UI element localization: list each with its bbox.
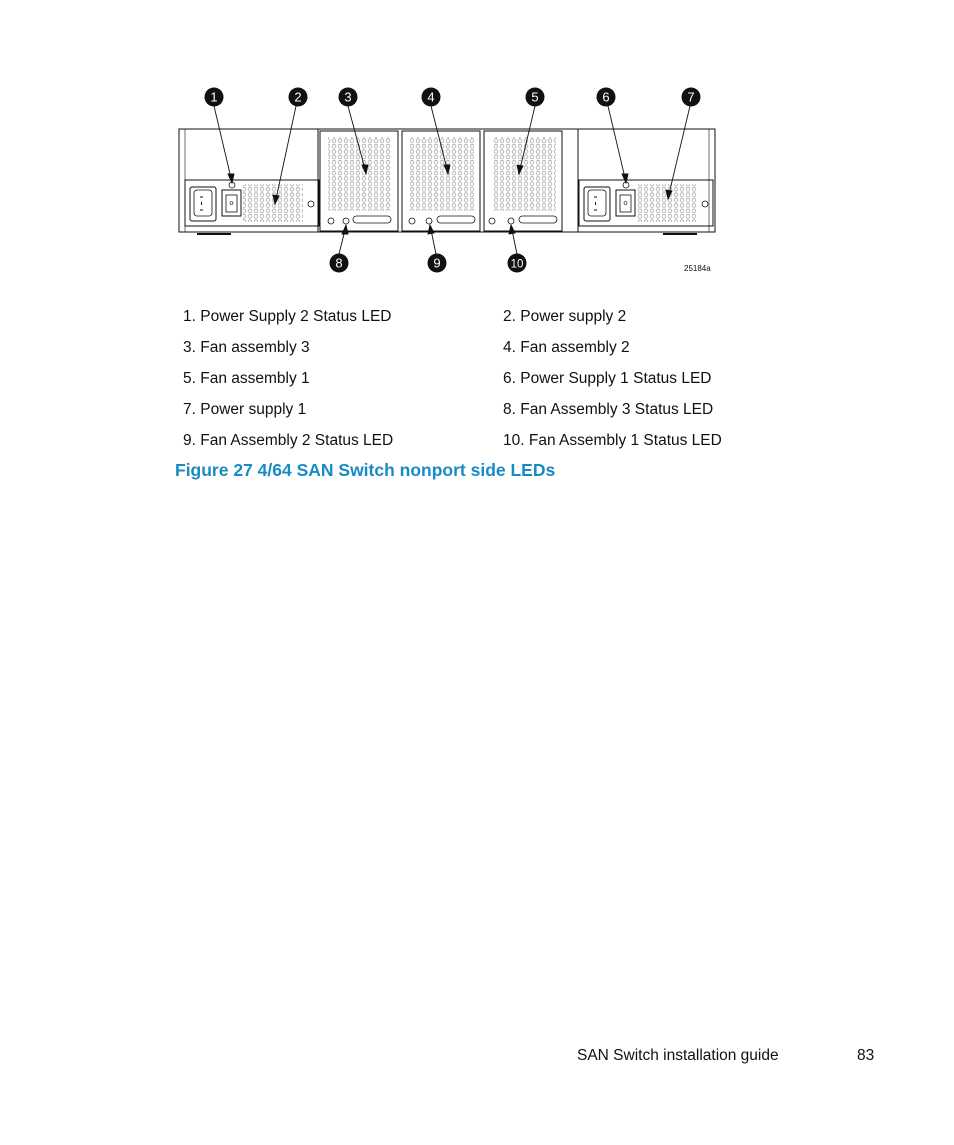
callout-9	[428, 254, 447, 273]
switch-nonport-side-diagram	[175, 84, 735, 280]
svg-text:1: 1	[210, 89, 218, 105]
figure-part-number: 25184a	[684, 264, 711, 273]
callout-5	[526, 88, 545, 107]
svg-text:4: 4	[427, 89, 435, 105]
legend-row	[183, 363, 743, 394]
fan-assembly-2-status-led	[426, 218, 432, 224]
legend-item: 10. Fan Assembly 1 Status LED	[503, 432, 722, 449]
figure-legend	[183, 301, 743, 456]
callout-6	[597, 88, 616, 107]
fan-assembly-3-status-led	[343, 218, 349, 224]
legend-item: 7. Power supply 1	[183, 401, 307, 418]
legend-row	[183, 332, 743, 363]
svg-text:2: 2	[294, 89, 302, 105]
footer-document-title: SAN Switch installation guide	[577, 1047, 779, 1064]
svg-text:3: 3	[344, 89, 352, 105]
svg-text:7: 7	[687, 89, 695, 105]
svg-text:10: 10	[510, 258, 524, 271]
fan-assembly-1	[484, 131, 562, 231]
svg-text:8: 8	[335, 255, 343, 271]
callout-4	[422, 88, 441, 107]
legend-item: 3. Fan assembly 3	[183, 339, 310, 356]
callout-10	[508, 254, 527, 273]
callout-1	[205, 88, 224, 107]
figure-caption: Figure 27 4/64 SAN Switch nonport side LEDs	[175, 460, 556, 480]
callout-2	[289, 88, 308, 107]
legend-row	[183, 301, 743, 332]
power-supply-1	[579, 180, 713, 226]
legend-item: 4. Fan assembly 2	[503, 339, 630, 356]
legend-item: 1. Power Supply 2 Status LED	[183, 308, 392, 325]
callout-3	[339, 88, 358, 107]
legend-row	[183, 425, 743, 456]
callout-7	[682, 88, 701, 107]
legend-row	[183, 394, 743, 425]
callout-8	[330, 254, 349, 273]
page-number: 83	[857, 1047, 875, 1064]
fan-assembly-1-status-led	[508, 218, 514, 224]
svg-text:9: 9	[433, 255, 441, 271]
svg-text:6: 6	[602, 89, 610, 105]
legend-item: 2. Power supply 2	[503, 308, 627, 325]
legend-item: 8. Fan Assembly 3 Status LED	[503, 401, 714, 418]
legend-item: 9. Fan Assembly 2 Status LED	[183, 432, 394, 449]
legend-item: 6. Power Supply 1 Status LED	[503, 370, 712, 387]
legend-item: 5. Fan assembly 1	[183, 370, 310, 387]
svg-text:5: 5	[531, 89, 539, 105]
power-supply-2	[185, 180, 319, 226]
